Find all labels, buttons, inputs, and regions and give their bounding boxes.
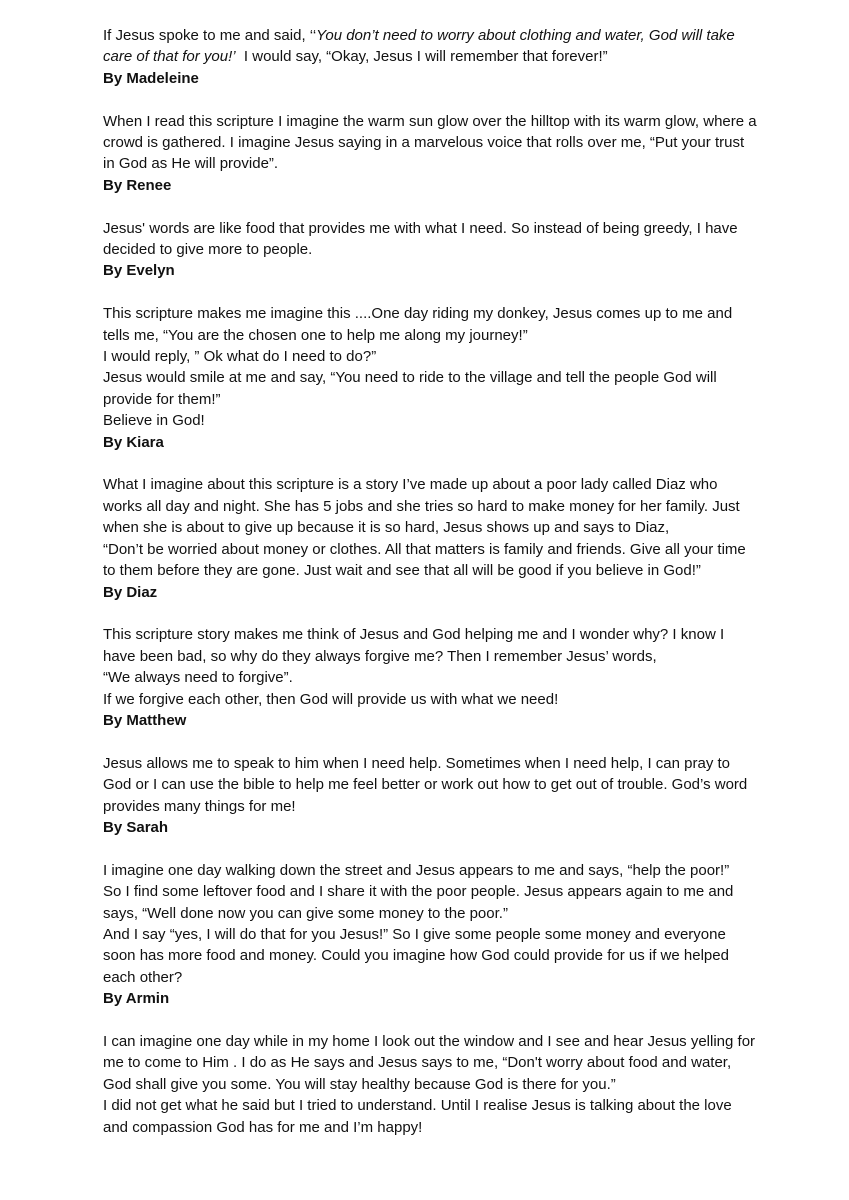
entry-line: I would reply, ” Ok what do I need to do?” xyxy=(103,348,377,366)
entry-line: have been bad, so why do they always forgive me? Then I remember Jesus’ words, xyxy=(103,647,657,665)
entry xyxy=(103,753,803,839)
entry xyxy=(103,111,803,197)
entry-line: provide for them!” xyxy=(103,390,221,408)
entry-line: And I say “yes, I will do that for you Jesus!” So I give some people some money and everyone xyxy=(103,925,726,943)
author-byline: By Diaz xyxy=(103,583,158,601)
entry xyxy=(103,218,803,282)
entry-line: Jesus would smile at me and say, “You need to ride to the village and tell the people God will xyxy=(103,369,717,387)
entry-line: to them before they are gone. Just wait and see that all will be good if you believe in God!” xyxy=(103,562,701,580)
entry-line: and compassion God has for me and I’m happy! xyxy=(103,1118,423,1136)
entry-line: This scripture makes me imagine this ....One day riding my donkey, Jesus comes up to me and xyxy=(103,305,733,323)
entry-line: Believe in God! xyxy=(103,412,205,430)
document-page xyxy=(103,25,803,1159)
author-byline: By Sarah xyxy=(103,818,169,836)
entry xyxy=(103,1031,803,1138)
entry-line: soon has more food and money. Could you imagine how God could provide for us if we helped xyxy=(103,947,729,965)
entry-line: crowd is gathered. I imagine Jesus saying in a marvelous voice that rolls over me, “Put your trust xyxy=(103,134,745,152)
author-byline: By Armin xyxy=(103,990,170,1008)
entry-line: I did not get what he said but I tried to understand. Until I realise Jesus is talking about the love xyxy=(103,1097,732,1115)
entry-line: I imagine one day walking down the street and Jesus appears to me and says, “help the poor!” xyxy=(103,861,730,879)
entry-line: What I imagine about this scripture is a story I’ve made up about a poor lady called Diaz who xyxy=(103,476,718,494)
entry xyxy=(103,474,803,602)
entry-line: So I find some leftover food and I share it with the poor people. Jesus appears again to me and xyxy=(103,883,734,901)
author-byline: By Evelyn xyxy=(103,262,175,280)
entry-line: works all day and night. She has 5 jobs and she tries so hard to make money for her family. Just xyxy=(103,497,740,515)
entry-line: tells me, “You are the chosen one to help me along my journey!” xyxy=(103,326,528,344)
entry-line: When I read this scripture I imagine the warm sun glow over the hilltop with its warm glow, where a xyxy=(103,112,757,130)
line-segment: I would say, “Okay, Jesus I will remember that forever!” xyxy=(235,48,608,66)
entry-line: If we forgive each other, then God will provide us with what we need! xyxy=(103,690,559,708)
entry-line: “We always need to forgive”. xyxy=(103,669,293,687)
entry-line: Jesus' words are like food that provides me with what I need. So instead of being greedy, I have xyxy=(103,219,738,237)
entry-line: me to come to Him . I do as He says and Jesus says to me, “Don't worry about food and water, xyxy=(103,1054,732,1072)
author-byline: By Madeleine xyxy=(103,69,199,87)
entry-line: says, “Well done now you can give some money to the poor.” xyxy=(103,904,508,922)
entry-line: God or I can use the bible to help me feel better or work out how to get out of trouble. God’s word xyxy=(103,776,748,794)
entry-line: provides many things for me! xyxy=(103,797,296,815)
entry xyxy=(103,624,803,731)
entry-line: God shall give you some. You will stay healthy because God is there for you.” xyxy=(103,1075,616,1093)
line-segment: If Jesus spoke to me and said, ‘‘ xyxy=(103,27,317,44)
quoted-italic-segment: You don’t need to worry about clothing and water, God will take xyxy=(316,27,735,44)
entry-line xyxy=(103,46,803,67)
entry-line: I can imagine one day while in my home I look out the window and I see and hear Jesus yelling for xyxy=(103,1032,756,1050)
entry-line: This scripture story makes me think of Jesus and God helping me and I wonder why? I know I xyxy=(103,626,725,644)
entry-line: in God as He will provide”. xyxy=(103,155,279,173)
entry-line: Jesus allows me to speak to him when I need help. Sometimes when I need help, I can pray to xyxy=(103,754,731,772)
entry-line: each other? xyxy=(103,968,183,986)
entry-line: decided to give more to people. xyxy=(103,241,313,259)
author-byline: By Kiara xyxy=(103,433,164,451)
author-byline: By Renee xyxy=(103,176,172,194)
entry-line: “Don’t be worried about money or clothes. All that matters is family and friends. Give all your time xyxy=(103,540,746,558)
entry-line: when she is about to give up because it is so hard, Jesus shows up and says to Diaz, xyxy=(103,519,670,537)
entry xyxy=(103,303,803,453)
entry xyxy=(103,860,803,1010)
quoted-italic-segment: care of that for you!’ xyxy=(103,48,236,66)
entry-line xyxy=(103,25,803,46)
entry xyxy=(103,25,803,89)
author-byline: By Matthew xyxy=(103,711,187,729)
